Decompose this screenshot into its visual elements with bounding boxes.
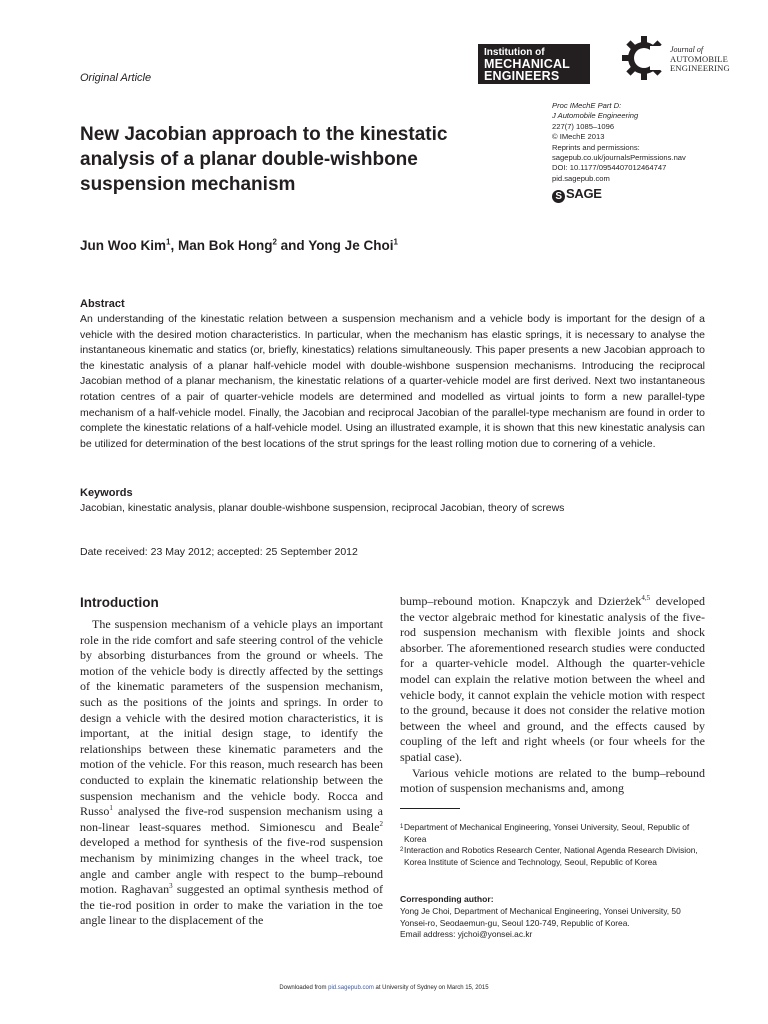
keywords-text: Jacobian, kinestatic analysis, planar double-wishbone suspension, reciprocal Jacobian, theory of screws [80, 502, 565, 514]
author-affiliation: 1 [393, 237, 398, 247]
download-link[interactable]: pid.sagepub.com [328, 985, 374, 991]
citation-ref: 3 [169, 882, 173, 891]
body-column-left [80, 617, 383, 929]
footnote-number: 2 [400, 847, 404, 854]
abstract-heading: Abstract [80, 298, 125, 310]
gear-icon [620, 34, 668, 82]
citation-ref: 4,5 [641, 594, 651, 602]
sage-s-icon: S [552, 190, 565, 203]
body-text: The suspension mechanism of a vehicle plays an important role in the ride comfort and safe steering control of the vehicle by absorbing disturbances from the ground or wheels. The motion of the vehicle body is directly affected by the settings of the kinematic parameters of the suspension mechanism, such as the positions of the joints and springs. In order to design a vehicle with the desired motion characteristics, it is important, at the initial design stage, to identify the relationships between these kinematic parameters and the motion of the vehicle. For this reason, much research has been conducted to explain the kinematic relationship between the suspension mechanism and the vehicle body. Rocca and Russo [80, 617, 383, 819]
corresponding-author-details [400, 906, 710, 941]
journal-logo-line1: AUTOMOBILE [670, 54, 729, 64]
article-title: New Jacobian approach to the kinestatic analysis of a planar double-wishbone suspension mechanism [80, 124, 448, 195]
author-name: Man Bok Hong [177, 238, 273, 253]
sage-logo [552, 186, 602, 203]
body-column-right [400, 594, 705, 797]
abstract-text: An understanding of the kinestatic relation between a suspension mechanism and a vehicle body is important for the design of a vehicle with the desired motion characteristics. In particular, when the mechanism has elastic springs, it is necessary to analyse the instantaneous kinematic and statics (or, briefly, kinestatics) relations simultaneously. This paper presents a new Jacobian approach to the kinestatic analysis of a planar half-vehicle model with double-wishbone suspension mechanisms. Introducing the reciprocal Jacobian method of a planar mechanism, the kinestatic relations of a quarter-vehicle model are first derived. Next two instantaneous rotation centres of a pair of quarter-vehicle models are determined and modelled as virtual joints to form a new parallel-type mechanism of a half-vehicle model. Finally, the Jacobian and reciprocal Jacobian of the parallel-type mechanism are found in order to complete the kinestatic relations of a half-vehicle model. Using an illustrated example, it is shown that this new kinestatic analysis can be utilized for determination of the best locations of the strut springs for the least rolling motion due to cornering of a vehicle. [80, 313, 705, 450]
meta-site[interactable]: pid.sagepub.com [552, 173, 610, 183]
keywords-heading: Keywords [80, 487, 133, 499]
sage-logo-text: SAGE [566, 186, 602, 201]
body-text: bump–rebound motion. Knapczyk and Dzierżek [400, 594, 642, 608]
corresponding-author-address: Yong Je Choi, Department of Mechanical Engineering, Yonsei University, 50 Yonsei-ro, Seodaemun-gu, Seoul 120-749, Republic of Korea. [400, 906, 681, 928]
journal-logo-small: Journal of [670, 45, 704, 54]
author-name: Jun Woo Kim [80, 238, 166, 253]
author-affiliation: 2 [272, 237, 277, 247]
body-text: analysed the five-rod suspension mechanism using a non-linear least-squares method. Simionescu and Beale [80, 804, 383, 834]
article-meta [552, 101, 686, 184]
introduction-heading: Introduction [80, 595, 159, 610]
body-text: developed a method for synthesis of the five-rod suspension mechanism by minimizing changes in the wheel track, toe angle and camber angle with respect to the bump–rebound motion. Raghavan [80, 835, 383, 897]
article-type-label: Original Article [80, 72, 152, 84]
body-paragraph: Various vehicle motions are related to the bump–rebound motion of suspension mechanisms and, among [400, 765, 705, 796]
author-separator: , [170, 238, 178, 253]
author-name: Yong Je Choi [308, 238, 394, 253]
affiliation-footnotes [400, 822, 710, 868]
meta-journal-full: J Automobile Engineering [552, 111, 639, 121]
author-list [80, 238, 398, 253]
footnote-text: Interaction and Robotics Research Center, National Agenda Research Division, Korea Institute of Science and Technology, Seoul, Republic of Korea [404, 845, 698, 867]
imeche-logo-line1: Institution of [484, 47, 545, 58]
imeche-logo-line3: ENGINEERS [484, 69, 560, 83]
imeche-logo-line2: MECHANICAL [484, 57, 571, 71]
footnote-item [400, 845, 710, 868]
footnote-text: Department of Mechanical Engineering, Yonsei University, Seoul, Republic of Korea [404, 822, 690, 844]
download-suffix: at University of Sydney on March 15, 2015 [373, 985, 489, 991]
date-received: Date received: 23 May 2012; accepted: 25 September 2012 [80, 546, 358, 558]
meta-copyright: © IMechE 2013 [552, 132, 605, 142]
meta-reprints-url[interactable]: sagepub.co.uk/journalsPermissions.nav [552, 153, 686, 163]
body-paragraph [400, 594, 705, 766]
meta-journal: Proc IMechE Part D: [552, 101, 622, 110]
citation-ref: 2 [379, 819, 383, 828]
author-affiliation: 1 [166, 237, 171, 247]
journal-logo-title [670, 55, 730, 73]
body-text: suggested an optimal synthesis method of the tie-rod position in order to make the variation in the toe angle linear to the displacement of the [80, 882, 383, 928]
citation-ref: 1 [109, 804, 113, 813]
meta-volume: 227(7) 1085–1096 [552, 121, 615, 131]
footnote-divider [400, 808, 460, 809]
imeche-logo [478, 44, 590, 84]
footnote-item [400, 822, 710, 845]
meta-doi[interactable]: DOI: 10.1177/0954407012464747 [552, 163, 667, 173]
journal-logo-line2: ENGINEERING [670, 63, 730, 73]
author-separator: and [276, 238, 309, 253]
download-notice [0, 985, 768, 991]
footnote-number: 1 [400, 824, 404, 830]
meta-reprints: Reprints and permissions: [552, 142, 640, 152]
corresponding-author-email[interactable]: Email address: yjchoi@yonsei.ac.kr [400, 929, 533, 940]
body-text: developed the vector algebraic method for kinestatic analysis of the five-rod suspension mechanism with flexible joints and shock absorber. The aforementioned research studies were conducted for a quarter-vehicle model. Although the quarter-vehicle model can explain the relative motion between the wheel and vehicle body, it cannot explain the vehicle motion with respect to the ground, because it does not consider the relative motion between the wheel and ground, and the effects caused by coupling of the left and right wheels (or four wheels for the spatial case). [400, 594, 706, 764]
corresponding-author-heading: Corresponding author: [400, 894, 494, 904]
download-prefix: Downloaded from [279, 985, 329, 991]
